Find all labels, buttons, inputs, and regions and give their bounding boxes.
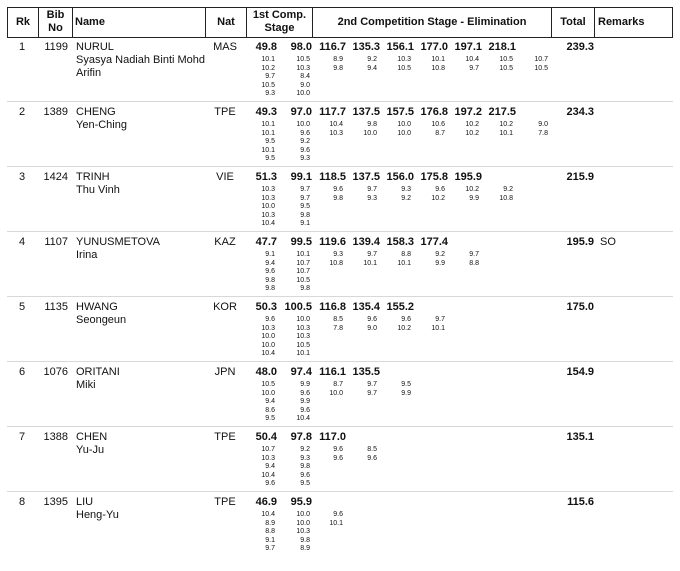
shot-score: 9.8 xyxy=(265,285,275,292)
shot-score: 10.0 xyxy=(329,390,343,397)
elimination-total: 118.5 xyxy=(319,171,346,183)
elimination-total: 195.9 xyxy=(454,171,482,183)
shot-score: 10.1 xyxy=(431,325,445,332)
shot-score: 9.7 xyxy=(469,65,479,72)
nat-cell: TPE xyxy=(214,106,236,118)
total-score: 215.9 xyxy=(566,171,594,183)
shot-score: 10.3 xyxy=(329,130,343,137)
row-separator xyxy=(7,101,673,102)
shot-score: 9.3 xyxy=(367,195,377,202)
shot-score: 9.0 xyxy=(538,121,548,128)
total-score: 154.9 xyxy=(566,366,594,378)
shot-score: 10.0 xyxy=(261,203,275,210)
header-top-rule xyxy=(7,7,673,8)
shot-score: 10.5 xyxy=(296,276,310,284)
shot-score: 10.0 xyxy=(363,130,377,137)
bib-cell: 1107 xyxy=(44,236,68,248)
shot-score: 10.1 xyxy=(431,56,445,63)
athlete-name: TRINH xyxy=(76,171,110,183)
shot-score: 9.5 xyxy=(265,138,275,145)
shot-score: 9.8 xyxy=(300,463,310,470)
shot-score: 9.6 xyxy=(333,446,343,453)
header-total: Total xyxy=(560,16,586,28)
first-stage-total: 49.3 xyxy=(255,106,277,118)
shot-score: 10.2 xyxy=(397,325,411,332)
first-stage-total: 50.4 xyxy=(255,431,277,443)
nat-cell: TPE xyxy=(214,496,236,508)
row-separator xyxy=(7,231,673,232)
shot-score: 10.3 xyxy=(296,333,310,340)
elimination-total: 137.5 xyxy=(352,106,380,118)
header-bib-line2: No xyxy=(48,22,63,34)
shot-score: 9.6 xyxy=(265,316,275,323)
shot-score: 9.2 xyxy=(503,186,513,193)
shot-score: 9.8 xyxy=(300,211,310,219)
header-name: Name xyxy=(75,16,105,28)
shot-score: 9.3 xyxy=(333,251,343,258)
elimination-total: 117.7 xyxy=(319,106,346,118)
shot-score: 10.0 xyxy=(296,121,310,128)
row-separator xyxy=(7,361,673,362)
athlete-name: Yen-Ching xyxy=(76,119,127,131)
shot-score: 9.3 xyxy=(401,186,411,193)
athlete-name: Irina xyxy=(76,249,98,261)
shot-score: 10.0 xyxy=(397,130,411,137)
first-stage-total: 100.5 xyxy=(284,301,312,313)
elimination-total: 116.1 xyxy=(319,366,346,378)
shot-score: 8.8 xyxy=(401,251,411,258)
rank-cell: 7 xyxy=(18,431,26,443)
shot-score: 8.9 xyxy=(265,519,275,527)
shot-score: 10.0 xyxy=(397,121,411,128)
shot-score: 10.3 xyxy=(261,194,275,202)
first-stage-total: 97.4 xyxy=(290,366,312,378)
athlete-name: YUNUSMETOVA xyxy=(76,236,160,248)
shot-score: 10.4 xyxy=(329,121,343,128)
shot-score: 9.6 xyxy=(300,146,310,154)
shot-score: 10.4 xyxy=(261,471,275,479)
rank-cell: 8 xyxy=(18,496,26,508)
shot-score: 10.0 xyxy=(261,341,275,349)
shot-score: 9.9 xyxy=(401,390,411,397)
header-first-stage-line1: 1st Comp. xyxy=(252,9,307,21)
athlete-name: Thu Vinh xyxy=(76,184,120,196)
first-stage-total: 99.5 xyxy=(290,236,312,248)
shot-score: 10.7 xyxy=(296,268,310,275)
shot-score: 8.8 xyxy=(469,260,479,267)
elimination-total: 117.0 xyxy=(319,431,346,443)
elimination-total: 156.0 xyxy=(386,171,414,183)
shot-score: 8.5 xyxy=(367,446,377,453)
shot-score: 10.3 xyxy=(261,186,275,193)
shot-score: 10.0 xyxy=(261,333,275,340)
shot-score: 9.2 xyxy=(435,251,445,258)
row-separator xyxy=(7,491,673,492)
elimination-total: 177.0 xyxy=(420,41,448,53)
athlete-name: Syasya Nadiah Binti Mohd xyxy=(76,54,206,66)
shot-score: 9.5 xyxy=(300,203,310,210)
nat-cell: VIE xyxy=(216,171,234,183)
nat-cell: KAZ xyxy=(214,236,236,248)
shot-score: 10.3 xyxy=(296,64,310,72)
nat-cell: TPE xyxy=(214,431,236,443)
shot-score: 10.8 xyxy=(329,260,343,267)
shot-score: 9.1 xyxy=(265,251,275,258)
shot-score: 10.0 xyxy=(296,511,310,518)
shot-score: 7.8 xyxy=(333,325,343,332)
shot-score: 10.0 xyxy=(296,90,310,97)
shot-score: 10.5 xyxy=(261,381,275,388)
shot-score: 10.4 xyxy=(296,415,310,422)
athlete-name: NURUL xyxy=(76,41,114,53)
shot-score: 10.8 xyxy=(499,195,513,202)
first-stage-total: 49.8 xyxy=(255,41,277,53)
shot-score: 9.9 xyxy=(435,260,445,267)
nat-cell: MAS xyxy=(213,41,237,53)
total-score: 195.9 xyxy=(566,236,594,248)
shot-score: 10.1 xyxy=(296,251,310,258)
shot-score: 9.3 xyxy=(265,90,275,97)
nat-cell: KOR xyxy=(213,301,237,313)
shot-score: 8.7 xyxy=(333,381,343,388)
elimination-total: 135.3 xyxy=(352,41,380,53)
first-stage-total: 48.0 xyxy=(255,366,277,378)
first-stage-total: 50.3 xyxy=(255,301,277,313)
first-stage-total: 46.9 xyxy=(255,496,277,508)
shot-score: 10.6 xyxy=(431,121,445,128)
shot-score: 10.5 xyxy=(499,65,513,72)
shot-score: 9.6 xyxy=(367,316,377,323)
shot-score: 9.7 xyxy=(469,251,479,258)
shot-score: 10.3 xyxy=(296,324,310,332)
elimination-total: 137.5 xyxy=(352,171,380,183)
shot-score: 10.3 xyxy=(296,528,310,535)
elimination-total: 175.8 xyxy=(420,171,448,183)
shot-score: 8.7 xyxy=(435,130,445,137)
shot-score: 9.7 xyxy=(300,194,310,202)
shot-score: 10.1 xyxy=(261,129,275,137)
first-stage-total: 47.7 xyxy=(255,236,277,248)
shot-score: 10.7 xyxy=(534,56,548,63)
shot-score: 9.7 xyxy=(367,186,377,193)
shot-score: 9.6 xyxy=(265,480,275,487)
bib-cell: 1135 xyxy=(44,301,68,313)
athlete-name: CHENG xyxy=(76,106,116,118)
elimination-total: 176.8 xyxy=(420,106,448,118)
header-nat: Nat xyxy=(217,16,235,28)
elimination-total: 177.4 xyxy=(420,236,448,248)
shot-score: 9.9 xyxy=(300,381,310,388)
elimination-total: 197.1 xyxy=(454,41,482,53)
shot-score: 10.1 xyxy=(261,56,275,63)
athlete-name: ORITANI xyxy=(76,366,120,378)
athlete-name: Arifin xyxy=(76,67,102,79)
shot-score: 10.4 xyxy=(261,350,275,357)
shot-score: 10.7 xyxy=(296,259,310,267)
shot-score: 9.5 xyxy=(300,480,310,487)
first-stage-total: 99.1 xyxy=(290,171,312,183)
shot-score: 9.7 xyxy=(435,316,445,323)
elimination-total: 139.4 xyxy=(352,236,380,248)
shot-score: 9.2 xyxy=(300,446,310,453)
elimination-total: 156.1 xyxy=(386,41,414,53)
shot-score: 10.4 xyxy=(261,511,275,518)
elimination-total: 116.8 xyxy=(319,301,346,313)
header-first-stage-line2: Stage xyxy=(264,22,295,34)
shot-score: 8.9 xyxy=(333,56,343,63)
shot-score: 9.9 xyxy=(300,398,310,405)
shot-score: 9.6 xyxy=(333,511,343,518)
shot-score: 10.2 xyxy=(465,186,479,193)
shot-score: 10.2 xyxy=(499,121,513,128)
shot-score: 10.5 xyxy=(397,65,411,72)
shot-score: 8.9 xyxy=(300,545,310,552)
first-stage-total: 97.0 xyxy=(290,106,312,118)
shot-score: 9.6 xyxy=(333,455,343,462)
athlete-name: Heng-Yu xyxy=(76,509,119,521)
bib-cell: 1076 xyxy=(43,366,68,378)
shot-score: 9.3 xyxy=(300,454,310,462)
bib-cell: 1389 xyxy=(43,106,68,118)
athlete-name: Miki xyxy=(76,379,96,391)
shot-score: 9.6 xyxy=(300,406,310,414)
shot-score: 10.5 xyxy=(296,341,310,349)
shot-score: 9.7 xyxy=(265,545,275,552)
rank-cell: 5 xyxy=(18,301,26,313)
athlete-name: LIU xyxy=(76,496,94,508)
nat-cell: JPN xyxy=(214,366,236,378)
header-divider xyxy=(672,7,673,38)
shot-score: 9.6 xyxy=(300,471,310,479)
elimination-total: 119.6 xyxy=(319,236,346,248)
total-score: 115.6 xyxy=(567,496,594,508)
shot-score: 10.8 xyxy=(431,65,445,72)
shot-score: 8.4 xyxy=(300,73,310,80)
shot-score: 10.2 xyxy=(465,121,479,128)
shot-score: 9.2 xyxy=(300,138,310,145)
shot-score: 9.5 xyxy=(265,415,275,422)
header-elimination: 2nd Competition Stage - Elimination xyxy=(337,16,527,28)
remarks-cell: SO xyxy=(600,236,616,248)
shot-score: 9.3 xyxy=(300,155,310,162)
elimination-total: 217.5 xyxy=(488,106,516,118)
total-score: 175.0 xyxy=(566,301,594,313)
athlete-name: Seongeun xyxy=(76,314,127,326)
elimination-total: 218.1 xyxy=(488,41,516,53)
row-separator xyxy=(7,296,673,297)
shot-score: 10.3 xyxy=(261,324,275,332)
shot-score: 9.7 xyxy=(300,186,310,193)
shot-score: 7.8 xyxy=(538,130,548,137)
shot-score: 9.4 xyxy=(265,463,275,470)
shot-score: 9.6 xyxy=(401,316,411,323)
total-score: 239.3 xyxy=(566,41,594,53)
shot-score: 9.4 xyxy=(265,259,275,267)
shot-score: 9.8 xyxy=(265,276,275,284)
bib-cell: 1388 xyxy=(43,431,68,443)
shot-score: 10.2 xyxy=(465,130,479,137)
shot-score: 9.0 xyxy=(367,325,377,332)
rank-cell: 6 xyxy=(18,366,26,378)
first-stage-total: 95.9 xyxy=(290,496,312,508)
shot-score: 9.6 xyxy=(333,186,343,193)
header-divider xyxy=(594,7,595,38)
athlete-name: CHEN xyxy=(76,431,108,443)
shot-score: 10.3 xyxy=(261,454,275,462)
row-separator xyxy=(7,426,673,427)
header-remarks: Remarks xyxy=(598,16,645,28)
shot-score: 9.4 xyxy=(367,65,377,72)
shot-score: 10.5 xyxy=(261,81,275,89)
total-score: 135.1 xyxy=(566,431,594,443)
header-bottom-rule xyxy=(7,37,673,38)
shot-score: 10.2 xyxy=(261,64,275,72)
shot-score: 9.2 xyxy=(401,195,411,202)
shot-score: 9.6 xyxy=(367,455,377,462)
shot-score: 9.7 xyxy=(367,381,377,388)
rank-cell: 2 xyxy=(18,106,26,118)
bib-cell: 1199 xyxy=(44,41,68,53)
athlete-name: Yu-Ju xyxy=(76,444,105,456)
shot-score: 10.0 xyxy=(296,519,310,527)
shot-score: 10.4 xyxy=(261,220,275,227)
shot-score: 8.5 xyxy=(333,316,343,323)
shot-score: 9.8 xyxy=(333,65,343,72)
elimination-total: 135.4 xyxy=(352,301,380,313)
shot-score: 9.1 xyxy=(265,536,275,544)
shot-score: 9.6 xyxy=(300,389,310,397)
elimination-total: 157.5 xyxy=(386,106,414,118)
first-stage-total: 51.3 xyxy=(255,171,277,183)
first-stage-total: 98.0 xyxy=(290,41,312,53)
shot-score: 10.1 xyxy=(397,260,411,267)
shot-score: 10.4 xyxy=(465,56,479,63)
shot-score: 10.3 xyxy=(261,211,275,219)
shot-score: 8.8 xyxy=(265,528,275,535)
shot-score: 9.6 xyxy=(435,186,445,193)
shot-score: 9.7 xyxy=(265,73,275,80)
rank-cell: 3 xyxy=(18,171,26,183)
shot-score: 10.0 xyxy=(261,389,275,397)
elimination-total: 135.5 xyxy=(352,366,380,378)
shot-score: 9.7 xyxy=(367,251,377,258)
shot-score: 9.9 xyxy=(469,195,479,202)
elimination-total: 116.7 xyxy=(319,41,346,53)
rank-cell: 1 xyxy=(18,41,26,53)
elimination-total: 158.3 xyxy=(386,236,414,248)
first-stage-total: 97.8 xyxy=(290,431,312,443)
shot-score: 10.1 xyxy=(363,260,377,267)
shot-score: 8.6 xyxy=(265,406,275,414)
shot-score: 9.7 xyxy=(367,390,377,397)
shot-score: 9.8 xyxy=(300,285,310,292)
rank-cell: 4 xyxy=(18,236,26,248)
shot-score: 9.6 xyxy=(265,268,275,275)
shot-score: 10.2 xyxy=(431,195,445,202)
shot-score: 10.5 xyxy=(534,65,548,72)
elimination-total: 197.2 xyxy=(454,106,482,118)
shot-score: 9.8 xyxy=(333,195,343,202)
header-bib-line1: Bib xyxy=(46,9,65,21)
shot-score: 9.6 xyxy=(300,129,310,137)
shot-score: 9.5 xyxy=(265,155,275,162)
shot-score: 9.8 xyxy=(367,121,377,128)
shot-score: 10.5 xyxy=(499,56,513,63)
shot-score: 10.0 xyxy=(296,316,310,323)
shot-score: 10.1 xyxy=(261,146,275,154)
shot-score: 10.7 xyxy=(261,446,275,453)
athlete-name: HWANG xyxy=(76,301,118,313)
shot-score: 10.1 xyxy=(329,520,343,527)
row-separator xyxy=(7,166,673,167)
header-rank: Rk xyxy=(15,16,31,28)
shot-score: 9.1 xyxy=(300,220,310,227)
bib-cell: 1395 xyxy=(43,496,68,508)
shot-score: 9.0 xyxy=(300,81,310,89)
total-score: 234.3 xyxy=(566,106,594,118)
shot-score: 10.3 xyxy=(397,56,411,63)
shot-score: 10.5 xyxy=(296,56,310,63)
shot-score: 10.1 xyxy=(296,350,310,357)
shot-score: 9.2 xyxy=(367,56,377,63)
shot-score: 9.5 xyxy=(401,381,411,388)
header-divider xyxy=(72,7,73,38)
elimination-total: 155.2 xyxy=(386,301,414,313)
shot-score: 10.1 xyxy=(261,121,275,128)
shot-score: 9.8 xyxy=(300,536,310,544)
shot-score: 9.4 xyxy=(265,398,275,405)
bib-cell: 1424 xyxy=(43,171,68,183)
shot-score: 10.1 xyxy=(499,130,513,137)
